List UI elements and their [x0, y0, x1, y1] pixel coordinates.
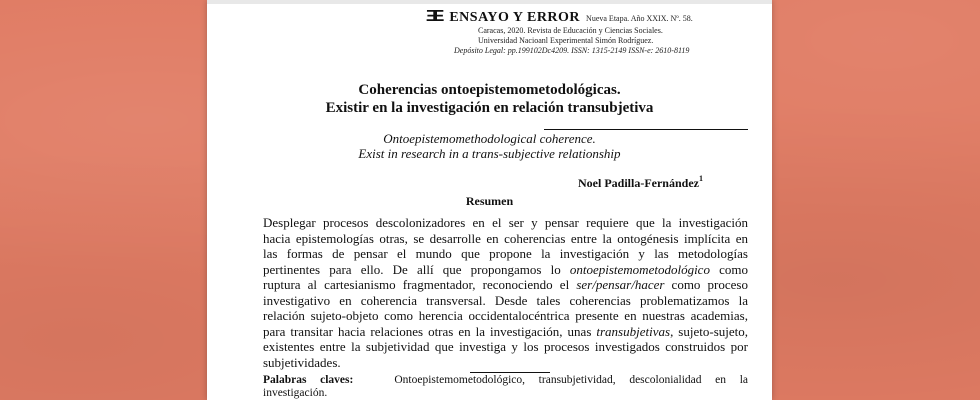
- abstract-line: [263, 262, 748, 278]
- paper-title-line-2: Existir en la investigación en relación transubjetiva: [325, 100, 654, 116]
- abstract-line: las formas de pensar el mundo que propone la investigación y las metodologías: [263, 246, 748, 261]
- keywords-line: investigación.: [263, 387, 328, 399]
- abstract-italic-term: transubjetivas: [596, 323, 671, 339]
- paper-title-line-1: Coherencias ontoepistemometodológicas.: [358, 82, 621, 98]
- author: [578, 174, 703, 191]
- journal-header: [426, 8, 756, 56]
- author-footnote-mark: 1: [698, 174, 703, 183]
- abstract-italic-term: ontoepistemometodológico: [569, 261, 710, 277]
- abstract-line: [263, 277, 748, 293]
- journal-logo-icon: ƎE: [426, 8, 442, 25]
- abstract-text: como proceso: [664, 277, 748, 292]
- header-line-4: Depósito Legal: pp.199102Dc4209. ISSN: 1315-2149 ISSN-e: 2610-8119: [454, 46, 690, 55]
- abstract-text: ruptura al cartesianismo fragmentador, reconociendo el: [263, 277, 577, 292]
- abstract-line: hacia epistemologías otras, se desarrolle en coherencias entre la ontogénesis implícita en: [263, 230, 748, 246]
- keywords-separator: [470, 372, 550, 373]
- abstract-line: Desplegar procesos descolonizadores en el ser y pensar requiere que la investigación: [263, 215, 748, 230]
- abstract-heading: Resumen: [465, 194, 514, 208]
- paper-page: [207, 0, 772, 400]
- abstract-line: subjetividades.: [263, 354, 341, 370]
- keywords-label: Palabras claves:: [263, 374, 354, 386]
- abstract-text: pertinentes para ello. De allí que propongamos lo: [263, 261, 570, 277]
- abstract-text: para transitar hacia relaciones otras en la investigación, unas: [263, 323, 597, 339]
- journal-title-row: [426, 8, 756, 26]
- keywords-text: Ontoepistemometodológico, transubjetividad, descolonialidad en la: [394, 374, 749, 386]
- abstract-line: [263, 324, 748, 340]
- header-line-2: Caracas, 2020. Revista de Educación y Ciencias Sociales.: [478, 26, 663, 35]
- journal-issue: Nueva Etapa. Año XXIX. Nº. 58.: [586, 14, 693, 23]
- abstract-line: investigativo en coherencia transversal. Desde tales coherencias problematizamos la: [263, 292, 748, 308]
- english-title-line-2: Exist in research in a trans-subjective relationship: [358, 146, 621, 161]
- abstract-text: como: [709, 261, 748, 277]
- keywords-line: [263, 374, 748, 387]
- title-separator: [544, 129, 748, 130]
- abstract-line: relación sujeto-objeto como herencia occidentalocéntrica presente en nuestras academias,: [263, 308, 748, 323]
- journal-name: ENSAYO Y ERROR: [449, 10, 581, 25]
- author-name: Noel Padilla-Fernández: [578, 176, 699, 190]
- abstract-italic-term: ser/pensar/hacer: [576, 277, 665, 292]
- top-border: [207, 0, 772, 4]
- header-line-3: Universidad Nacioanl Experimental Simón Rodríguez.: [478, 36, 654, 45]
- english-title-line-1: Ontoepistemomethodological coherence.: [383, 131, 596, 146]
- abstract-line: existentes entre la subjetividad que investiga y los procesos investigados construidos por: [263, 339, 748, 354]
- abstract-text: , sujeto-sujeto,: [670, 323, 748, 339]
